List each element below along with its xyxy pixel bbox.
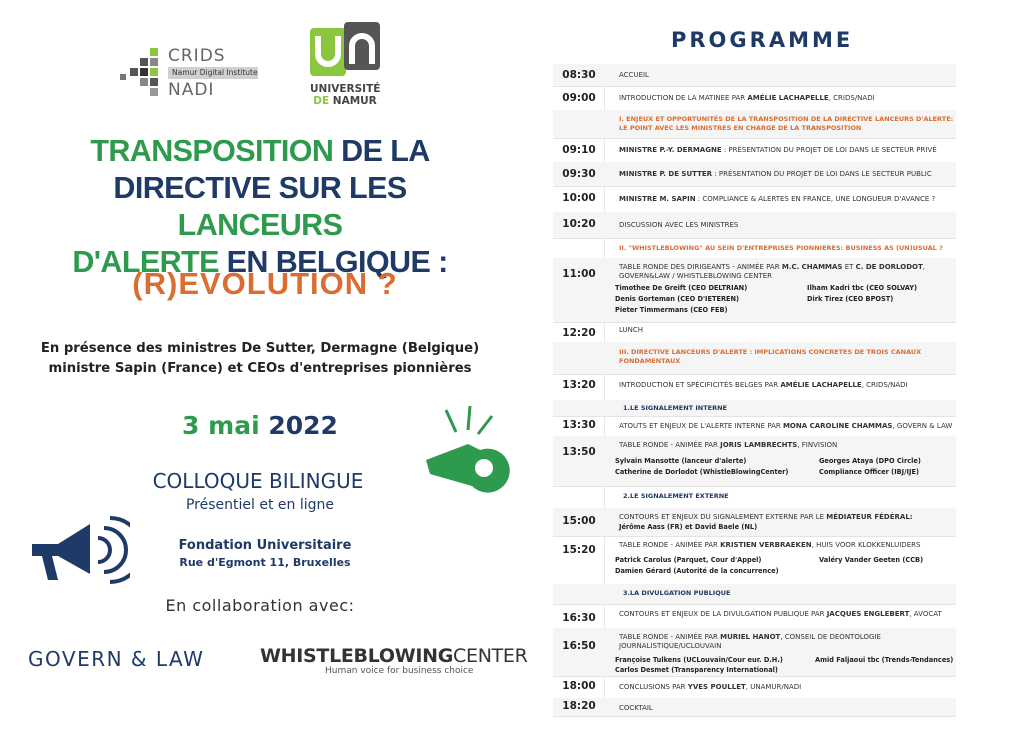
speaker: Amid Faljaoui tbc (Trends-Tendances) [815,656,954,664]
row-text: INTRODUCTION DE LA MATINEE PAR AMÉLIE LACHAPELLE, CRIDS/NADI [619,94,875,102]
section-header [553,110,956,139]
revolution-subtitle: (R)EVOLUTION ? [132,266,398,301]
section-1-title: I. ENJEUX ET OPPORTUNITÉS DE LA TRANSPOSITION DE LA DIRECTIVE LANCEURS D'ALERTE: LE POINT AVEC LES MINISTRES EN CHARGE DE LA TRANSPOSITION [619,115,954,132]
govern-law-logo: GOVERN & LAW [28,647,205,671]
row-text: TABLE RONDE - ANIMÉE PAR MURIEL HANOT, CONSEIL DE DEONTOLOGIE JOURNALISTIQUE/UCLOUVAIN [619,633,881,650]
programme-row [553,186,956,213]
speaker: Georges Ataya (DPO Circle) [819,457,921,465]
programme-row [553,138,956,163]
row-text: TABLE RONDE - ANIMÉE PAR JORIS LAMBRECHTS, FINVISION [619,441,838,449]
programme-row [553,604,956,629]
speaker: Carlos Desmet (Transparency International) [615,666,778,674]
unamur-text [310,83,380,107]
event-date [160,411,360,440]
venue-address: Rue d'Egmont 11, Bruxelles [179,556,351,569]
programme-row [553,508,956,537]
speaker: Jérôme Aass (FR) et David Baele (NL) [619,523,758,531]
subsection-3-title: 3.LA DIVULGATION PUBLIQUE [623,589,731,597]
programme-row [553,628,956,677]
section-header [553,342,956,375]
row-text: LUNCH [619,326,644,334]
title-word-lanceurs: LANCEURS [177,208,343,242]
programme-row [553,374,956,401]
whistleblowing-center-logo [260,645,528,667]
speaker: Valéry Vander Geeten (CCB) [819,556,924,564]
row-text: CONCLUSIONS PAR YVES POULLET, UNAMUR/NADI [619,683,802,691]
row-time: 15:20 [562,544,596,556]
nadi-label: NADI [168,80,215,100]
row-text: TABLE RONDE DES DIRIGEANTS - ANIMÉE PAR M.C. CHAMMAS ET C. DE DORLODOT, GOVERN&LAW / WHISTLEBLOWING CENTER [619,263,925,280]
subsection-2-title: 2.LE SIGNALEMENT EXTERNE [623,492,729,500]
subsection-1-title: 1.LE SIGNALEMENT INTERNE [623,404,727,412]
programme-row [553,436,956,487]
speaker: Compliance Officer (IBJ/IJE) [819,468,919,476]
programme-row [553,676,956,699]
row-time: 16:30 [562,612,596,624]
row-text: CONTOURS ET ENJEUX DU SIGNALEMENT EXTERNE PAR LE MÉDIATEUR FÉDÉRAL: [619,513,913,521]
programme-row [553,64,956,87]
programme-row [553,258,956,323]
presence-line-1: En présence des ministres De Sutter, Dermagne (Belgique) [40,341,480,356]
unamur-line1: UNIVERSITÉ [310,83,381,95]
row-text: MINISTRE P.-Y. DERMAGNE : PRÉSENTATION DU PROJET DE LOI DANS LE SECTEUR PRIVÉ [619,146,937,154]
row-text: CONTOURS ET ENJEUX DE LA DIVULGATION PUBLIQUE PAR JACQUES ENGLEBERT, AVOCAT [619,610,942,618]
row-time: 10:00 [562,192,596,204]
programme-row [553,322,956,343]
row-text: TABLE RONDE - ANIMÉE PAR KRISTIEN VERBRAEKEN, HUIS VOOR KLOKKENLUIDERS [619,541,921,549]
programme-row [553,536,956,585]
programme-row [553,212,956,239]
row-text: INTRODUCTION ET SPÉCIFICITÉS BELGES PAR AMÉLIE LACHAPELLE, CRIDS/NADI [619,381,908,389]
title-word-de-la: DE LA [333,134,430,168]
row-time: 12:20 [562,327,596,339]
collaboration-label: En collaboration avec: [165,596,355,615]
colloque-label: COLLOQUE BILINGUE [152,469,364,493]
presence-text [20,339,500,379]
unamur-namur: NAMUR [332,95,377,107]
wb-tagline: Human voice for business choice [325,666,474,676]
row-time: 15:00 [562,515,596,527]
row-time: 13:30 [562,419,596,431]
speaker: Françoise Tulkens (UCLouvain/Cour eur. D.H.) [615,656,783,664]
speaker: Damien Gérard (Autorité de la concurrence) [615,567,779,575]
section-header [553,238,956,259]
row-time: 09:30 [562,168,596,180]
wb-bold: WHISTLEBLOWING [260,645,454,667]
title-word-directive: DIRECTIVE SUR LES [113,171,407,205]
crids-subtitle: Namur Digital Institute [168,67,258,79]
row-time: 10:20 [562,218,596,230]
row-time: 11:00 [562,268,596,280]
title-word-alerte: D'ALERTE [72,245,219,279]
whistle-icon [420,402,510,497]
unamur-de: DE [313,95,330,107]
row-text: ACCUEIL [619,71,649,79]
wb-rest: CENTER [453,645,528,667]
subsection-header [553,486,956,509]
row-text: MINISTRE P. DE SUTTER : PRÉSENTATION DU PROJET DE LOI DANS LE SECTEUR PUBLIC [619,170,932,178]
speaker: Timothee De Greift (CEO DELTRIAN) [615,284,748,292]
programme-row [553,86,956,111]
title-word-transposition: TRANSPOSITION [90,134,334,168]
row-time: 18:20 [562,700,596,712]
speaker: Sylvain Mansotte (lanceur d'alerte) [615,457,747,465]
row-time: 09:00 [562,92,596,104]
format-label: Présentiel et en ligne [185,497,334,513]
unamur-emblem-icon [310,22,382,80]
subsection-header [553,400,956,417]
speaker: Pieter Timmermans (CEO FEB) [615,306,728,314]
row-text: ATOUTS ET ENJEUX DE L'ALERTE INTERNE PAR MONA CAROLINE CHAMMAS, GOVERN & LAW [619,422,953,430]
speaker: Patrick Carolus (Parquet, Cour d'Appel) [615,556,762,564]
presence-line-2: ministre Sapin (France) et CEOs d'entreprises pionnières [48,361,472,376]
programme-title: PROGRAMME [671,28,854,52]
programme-row [553,162,956,187]
date-day: 3 mai [182,411,260,440]
megaphone-icon [28,512,130,587]
date-year: 2022 [259,411,338,440]
crids-squares-icon [118,46,166,98]
programme-row [553,416,956,437]
row-time: 08:30 [562,69,596,81]
row-time: 16:50 [562,640,596,652]
row-time: 13:50 [562,446,596,458]
row-text: DISCUSSION AVEC LES MINISTRES [619,221,739,229]
row-text: MINISTRE M. SAPIN : COMPLIANCE & ALERTES EN FRANCE, UNE LONGUEUR D'AVANCE ? [619,195,936,203]
subsection-header [553,584,956,605]
row-time: 09:10 [562,144,596,156]
section-3-title: III. DIRECTIVE LANCEURS D'ALERTE : IMPLICATIONS CONCRETES DE TROIS CANAUX FONDAMENTAUX [619,348,922,365]
speaker: Ilham Kadri tbc (CEO SOLVAY) [807,284,918,292]
row-text: COCKTAIL [619,704,653,712]
venue-name: Fondation Universitaire [178,538,352,553]
speaker: Catherine de Dorlodot (WhistleBlowingCenter) [615,468,789,476]
programme-row [553,698,956,717]
crids-label: CRIDS [168,46,226,66]
speaker: Denis Gorteman (CEO D'IETEREN) [615,295,740,303]
event-title [30,133,490,281]
row-time: 18:00 [562,680,596,692]
speaker: Dirk Tirez (CEO BPOST) [807,295,894,303]
title-word-belgique: EN BELGIQUE : [218,245,448,279]
row-time: 13:20 [562,379,596,391]
section-2-title: II. "WHISTLEBLOWING" AU SEIN D'ENTREPRISES PIONNIERES: BUSINESS AS (UN)USUAL ? [619,244,943,252]
